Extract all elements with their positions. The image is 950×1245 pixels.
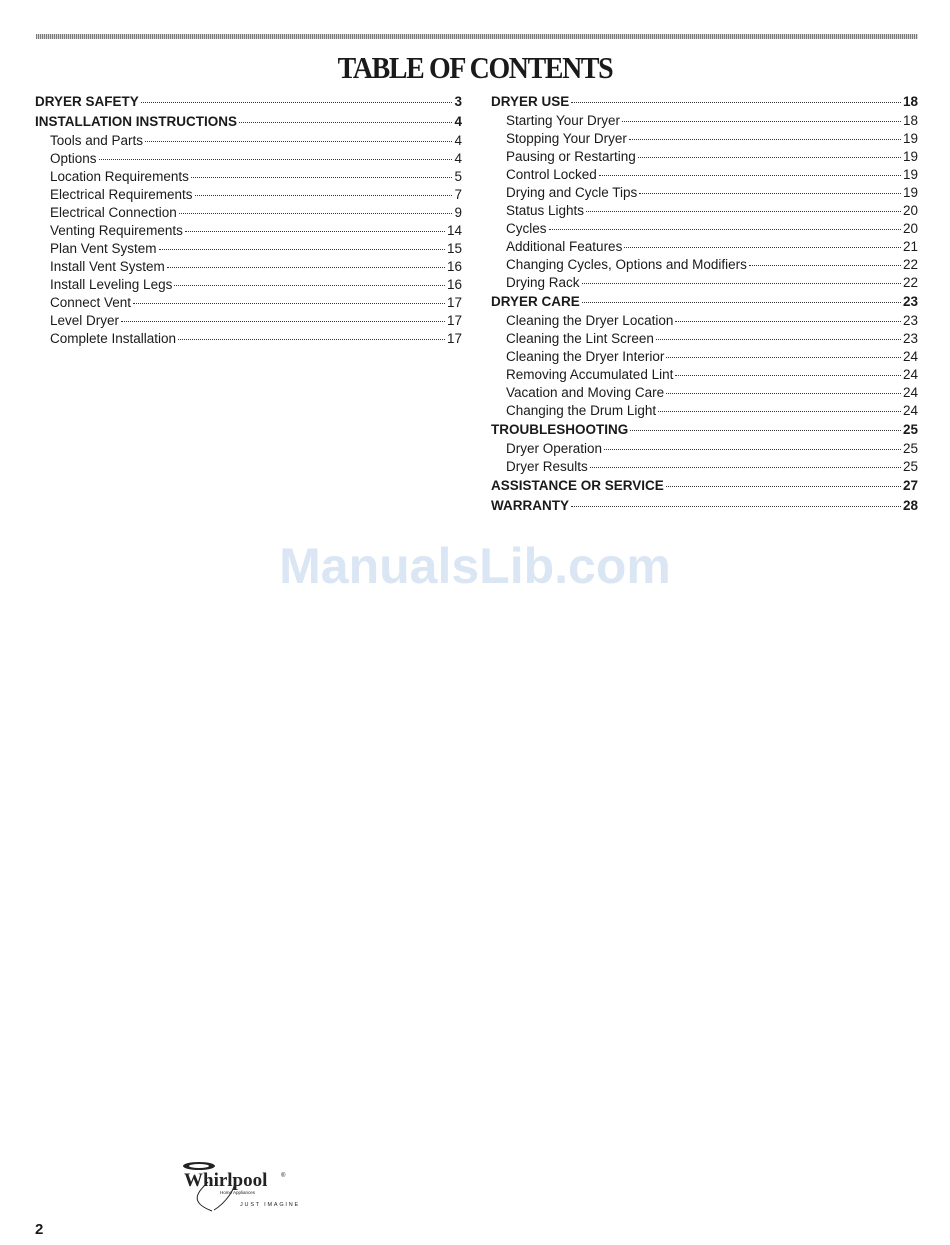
dot-leader <box>582 302 901 303</box>
toc-subsection-entry[interactable] <box>35 330 462 348</box>
dot-leader <box>191 177 453 178</box>
toc-entry-label: Install Leveling Legs <box>50 277 173 292</box>
toc-subsection-entry[interactable] <box>491 148 918 166</box>
toc-entry-label: Control Locked <box>506 167 597 182</box>
toc-entry-label: Connect Vent <box>50 295 132 310</box>
toc-subsection-entry[interactable] <box>35 204 462 222</box>
toc-entry-label: Starting Your Dryer <box>506 113 621 128</box>
toc-subsection-entry[interactable] <box>491 238 918 256</box>
toc-subsection-entry[interactable] <box>35 132 462 150</box>
toc-entry-page-number: 24 <box>902 403 918 418</box>
toc-entry-label: DRYER SAFETY <box>35 94 139 109</box>
toc-entry-label: ASSISTANCE OR SERVICE <box>491 478 664 493</box>
dot-leader <box>630 430 901 431</box>
toc-entry-page-number: 25 <box>902 441 918 456</box>
toc-subsection-entry[interactable] <box>491 384 918 402</box>
toc-subsection-entry[interactable] <box>491 458 918 476</box>
toc-entry-page-number: 4 <box>454 151 462 166</box>
toc-entry-label: Cycles <box>506 221 547 236</box>
toc-entry-label: DRYER USE <box>491 94 570 109</box>
toc-entry-page-number: 28 <box>902 498 918 513</box>
dot-leader <box>666 357 901 358</box>
toc-entry-page-number: 22 <box>902 275 918 290</box>
toc-subsection-entry[interactable] <box>491 402 918 420</box>
dot-leader <box>638 157 901 158</box>
toc-subsection-entry[interactable] <box>491 202 918 220</box>
toc-entry-page-number: 15 <box>446 241 462 256</box>
toc-subsection-entry[interactable] <box>491 330 918 348</box>
toc-subsection-entry[interactable] <box>491 112 918 130</box>
dot-leader <box>179 213 453 214</box>
toc-subsection-entry[interactable] <box>35 240 462 258</box>
toc-entry-page-number: 9 <box>454 205 462 220</box>
toc-entry-page-number: 21 <box>902 239 918 254</box>
toc-section-entry[interactable] <box>491 420 918 440</box>
toc-subsection-entry[interactable] <box>35 294 462 312</box>
toc-subsection-entry[interactable] <box>491 440 918 458</box>
toc-entry-page-number: 16 <box>446 259 462 274</box>
page-number: 2 <box>35 1221 44 1238</box>
toc-subsection-entry[interactable] <box>491 312 918 330</box>
toc-entry-label: Tools and Parts <box>50 133 144 148</box>
toc-entry-label: Plan Vent System <box>50 241 157 256</box>
dot-leader <box>571 506 901 507</box>
toc-entry-label: WARRANTY <box>491 498 569 513</box>
svg-text:®: ® <box>281 1173 286 1179</box>
toc-subsection-entry[interactable] <box>491 256 918 274</box>
toc-section-entry[interactable] <box>491 92 918 112</box>
dot-leader <box>656 339 901 340</box>
toc-subsection-entry[interactable] <box>491 166 918 184</box>
toc-entry-page-number: 17 <box>446 295 462 310</box>
toc-subsection-entry[interactable] <box>491 366 918 384</box>
toc-entry-page-number: 23 <box>902 331 918 346</box>
dot-leader <box>675 321 901 322</box>
toc-subsection-entry[interactable] <box>491 184 918 202</box>
toc-left-column <box>35 92 462 348</box>
toc-entry-page-number: 19 <box>902 149 918 164</box>
whirlpool-logo-icon <box>178 1158 328 1218</box>
toc-entry-page-number: 3 <box>454 94 462 109</box>
dot-leader <box>141 102 453 103</box>
toc-section-entry[interactable] <box>491 496 918 516</box>
toc-entry-label: Dryer Operation <box>506 441 603 456</box>
toc-entry-page-number: 24 <box>902 349 918 364</box>
toc-entry-page-number: 25 <box>902 422 918 437</box>
toc-entry-page-number: 4 <box>454 114 462 129</box>
toc-entry-page-number: 20 <box>902 221 918 236</box>
dot-leader <box>121 321 445 322</box>
toc-entry-label: Cleaning the Dryer Location <box>506 313 674 328</box>
toc-subsection-entry[interactable] <box>35 168 462 186</box>
dot-leader <box>99 159 453 160</box>
dot-leader <box>174 285 445 286</box>
toc-entry-label: Changing the Drum Light <box>506 403 657 418</box>
dot-leader <box>590 467 901 468</box>
toc-entry-label: Removing Accumulated Lint <box>506 367 674 382</box>
toc-entry-page-number: 7 <box>454 187 462 202</box>
dot-leader <box>604 449 901 450</box>
toc-entry-label: Electrical Requirements <box>50 187 193 202</box>
toc-entry-page-number: 17 <box>446 331 462 346</box>
toc-subsection-entry[interactable] <box>35 276 462 294</box>
dot-leader <box>178 339 445 340</box>
toc-entry-page-number: 4 <box>454 133 462 148</box>
toc-subsection-entry[interactable] <box>35 186 462 204</box>
toc-entry-label: DRYER CARE <box>491 294 580 309</box>
dot-leader <box>624 247 901 248</box>
toc-right-column <box>491 92 918 516</box>
watermark: ManualsLib.com <box>279 538 671 594</box>
svg-text:Whirlpool: Whirlpool <box>184 1170 268 1191</box>
toc-entry-page-number: 23 <box>902 313 918 328</box>
toc-entry-page-number: 20 <box>902 203 918 218</box>
dot-leader <box>749 265 901 266</box>
toc-entry-page-number: 17 <box>446 313 462 328</box>
toc-entry-page-number: 16 <box>446 277 462 292</box>
toc-subsection-entry[interactable] <box>35 222 462 240</box>
toc-subsection-entry[interactable] <box>491 130 918 148</box>
toc-entry-label: Drying Rack <box>506 275 580 290</box>
dot-leader <box>571 102 901 103</box>
dot-leader <box>239 122 452 123</box>
toc-entry-label: Cleaning the Lint Screen <box>506 331 654 346</box>
toc-entry-label: Venting Requirements <box>50 223 183 238</box>
dot-leader <box>167 267 445 268</box>
toc-entry-page-number: 22 <box>902 257 918 272</box>
toc-entry-page-number: 18 <box>902 113 918 128</box>
dot-leader <box>145 141 452 142</box>
toc-entry-label: Options <box>50 151 97 166</box>
toc-subsection-entry[interactable] <box>491 274 918 292</box>
toc-entry-page-number: 19 <box>902 185 918 200</box>
toc-entry-label: Stopping Your Dryer <box>506 131 627 146</box>
toc-entry-label: Complete Installation <box>50 331 177 346</box>
toc-entry-page-number: 24 <box>902 385 918 400</box>
dot-leader <box>549 229 901 230</box>
toc-entry-label: Additional Features <box>506 239 623 254</box>
toc-entry-label: Location Requirements <box>50 169 189 184</box>
toc-entry-label: Pausing or Restarting <box>506 149 636 164</box>
toc-entry-page-number: 25 <box>902 459 918 474</box>
toc-entry-label: INSTALLATION INSTRUCTIONS <box>35 114 237 129</box>
toc-entry-label: Cleaning the Dryer Interior <box>506 349 665 364</box>
dot-leader <box>629 139 901 140</box>
dot-leader <box>639 193 901 194</box>
toc-subsection-entry[interactable] <box>491 348 918 366</box>
toc-entry-page-number: 5 <box>454 169 462 184</box>
dot-leader <box>133 303 445 304</box>
toc-entry-label: Electrical Connection <box>50 205 177 220</box>
toc-entry-label: Vacation and Moving Care <box>506 385 665 400</box>
toc-entry-page-number: 18 <box>902 94 918 109</box>
toc-section-entry[interactable] <box>491 476 918 496</box>
dot-leader <box>666 486 901 487</box>
toc-subsection-entry[interactable] <box>35 150 462 168</box>
toc-subsection-entry[interactable] <box>35 312 462 330</box>
dot-leader <box>586 211 901 212</box>
toc-section-entry[interactable] <box>35 92 462 112</box>
toc-section-entry[interactable] <box>35 112 462 132</box>
dot-leader <box>195 195 453 196</box>
dot-leader <box>675 375 901 376</box>
toc-entry-label: TROUBLESHOOTING <box>491 422 629 437</box>
toc-entry-label: Install Vent System <box>50 259 165 274</box>
dot-leader <box>582 283 901 284</box>
toc-entry-page-number: 14 <box>446 223 462 238</box>
toc-entry-label: Status Lights <box>506 203 585 218</box>
toc-entry-label: Level Dryer <box>50 313 120 328</box>
toc-subsection-entry[interactable] <box>491 220 918 238</box>
toc-entry-page-number: 19 <box>902 131 918 146</box>
svg-text:Home Appliances: Home Appliances <box>220 1190 256 1195</box>
dot-leader <box>599 175 901 176</box>
toc-entry-page-number: 23 <box>902 294 918 309</box>
dot-leader <box>666 393 901 394</box>
top-rule <box>36 34 918 39</box>
toc-subsection-entry[interactable] <box>35 258 462 276</box>
page-title: TABLE OF CONTENTS <box>337 50 613 85</box>
toc-entry-label: Drying and Cycle Tips <box>506 185 638 200</box>
dot-leader <box>622 121 901 122</box>
svg-text:JUST IMAGINE: JUST IMAGINE <box>240 1202 301 1208</box>
toc-entry-label: Dryer Results <box>506 459 588 474</box>
toc-entry-page-number: 24 <box>902 367 918 382</box>
dot-leader <box>658 411 901 412</box>
toc-section-entry[interactable] <box>491 292 918 312</box>
toc-entry-label: Changing Cycles, Options and Modifiers <box>506 257 747 272</box>
toc-entry-page-number: 27 <box>902 478 918 493</box>
dot-leader <box>159 249 445 250</box>
toc-entry-page-number: 19 <box>902 167 918 182</box>
dot-leader <box>185 231 445 232</box>
